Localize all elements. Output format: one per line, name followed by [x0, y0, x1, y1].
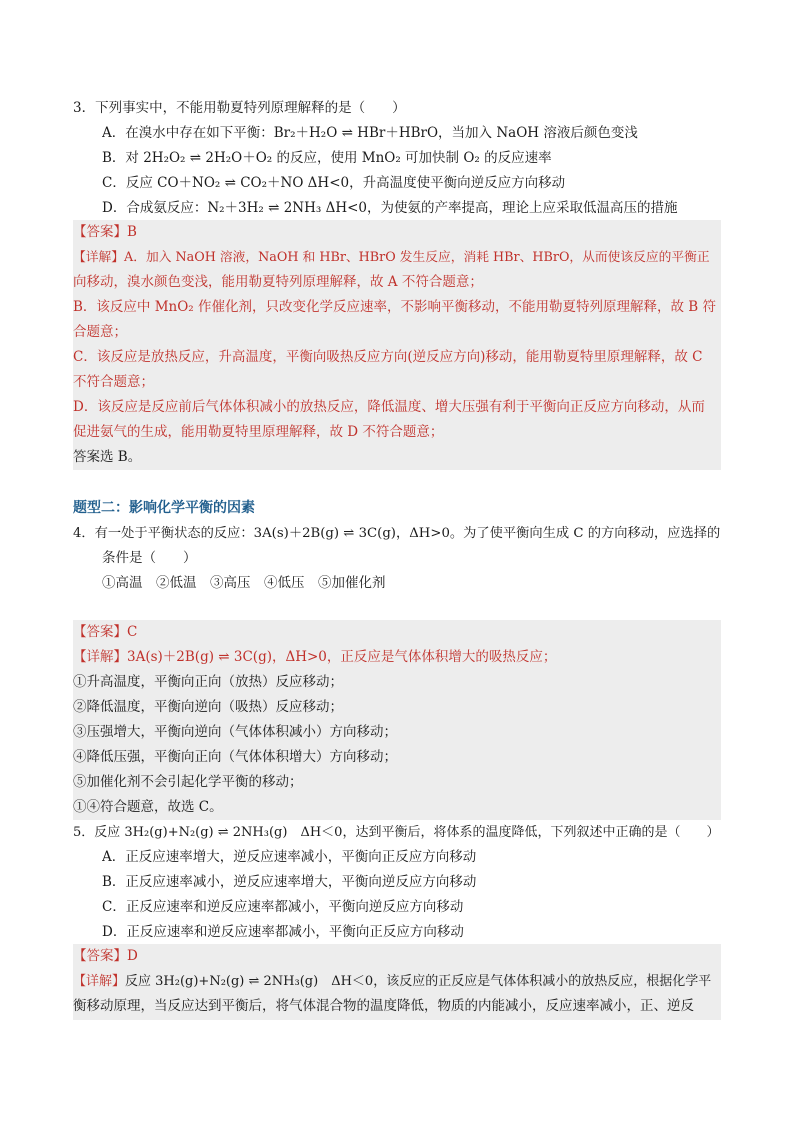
- q3-option-b: B．对 2H₂O₂ ⇌ 2H₂O＋O₂ 的反应，使用 MnO₂ 可加快制 O₂ 的反应速率: [102, 150, 552, 166]
- q5-answer: D: [127, 948, 138, 964]
- answer-tag: 【答案】: [73, 624, 127, 640]
- q4-detail-line-5: ④降低压强，平衡向正向（气体体积增大）方向移动；: [73, 749, 397, 765]
- q4-detail-line-6: ⑤加催化剂不会引起化学平衡的移动；: [73, 774, 303, 790]
- q3-detail-line-3: B．该反应中 MnO₂ 作催化剂，只改变化学反应速率，不影响平衡移动，不能用勒夏特列原理解释，故 B 符: [73, 299, 717, 315]
- q5-detail-line-2: 衡移动原理，当反应达到平衡后，将气体混合物的温度降低，物质的内能减小，反应速率减小，正、逆反: [73, 998, 694, 1014]
- q4-detail-line-2: ①升高温度，平衡向正向（放热）反应移动；: [73, 674, 343, 690]
- q4-answer-line: [73, 620, 721, 645]
- q4-detail-line-7: ①④符合题意，故选 C。: [73, 799, 223, 815]
- q3-option-d: D．合成氨反应：N₂＋3H₂ ⇌ 2NH₃ ΔH<0，为使氨的产率提高，理论上应采取低温高压的措施: [102, 200, 678, 216]
- q3-detail-line-6: 不符合题意；: [73, 374, 154, 390]
- q4-stem-line-1: 4．有一处于平衡状态的反应：3A(s)＋2B(g) ⇌ 3C(g)，ΔH>0。为了使平衡向生成 C 的方向移动，应选择的: [73, 526, 721, 541]
- q3-detail-line-5: C．该反应是放热反应，升高温度，平衡向吸热反应方向(逆反应方向)移动，能用勒夏特里原理解释，故 C: [73, 349, 703, 365]
- detail-text: A．加入 NaOH 溶液，NaOH 和 HBr、HBrO 发生反应，消耗 HBr、HBrO，从而使该反应的平衡正: [124, 250, 710, 265]
- q3-stem: 3．下列事实中，不能用勒夏特列原理解释的是（ ）: [73, 100, 406, 116]
- q3-detail-line-2: 向移动，溴水颜色变浅，能用勒夏特列原理解释，故 A 不符合题意；: [73, 274, 483, 290]
- q3-detail-line-8: 促进氨气的生成，能用勒夏特里原理解释，故 D 不符合题意；: [73, 424, 444, 440]
- q5-answer-block: [73, 944, 721, 1020]
- detail-tag: 【详解】: [73, 974, 126, 989]
- section-heading: 题型二：影响化学平衡的因素: [73, 500, 255, 516]
- q3-conclusion: 答案选 B。: [73, 449, 142, 465]
- q4-conditions: ①高温 ②低温 ③高压 ④低压 ⑤加催化剂: [102, 575, 386, 591]
- q3-option-c: C．反应 CO＋NO₂ ⇌ CO₂＋NO ΔH<0，升高温度使平衡向逆反应方向移动: [102, 175, 566, 191]
- detail-text: 反应 3H₂(g)+N₂(g) ⇌ 2NH₃(g) ΔH＜0，该反应的正反应是气体体积减小的放热反应，根据化学平: [125, 974, 712, 989]
- q5-option-d: D．正反应速率和逆反应速率都减小，平衡向正反应方向移动: [102, 924, 464, 940]
- q3-answer-line: [73, 220, 721, 245]
- answer-tag: 【答案】: [73, 224, 127, 240]
- q5-option-a: A．正反应速率增大，逆反应速率减小，平衡向正反应方向移动: [102, 849, 477, 865]
- detail-tag: 【详解】: [73, 250, 124, 265]
- q5-option-b: B．正反应速率减小，逆反应速率增大，平衡向逆反应方向移动: [102, 874, 477, 890]
- q3-answer: B: [127, 224, 137, 240]
- q5-stem: 5．反应 3H₂(g)+N₂(g) ⇌ 2NH₃(g) ΔH＜0，达到平衡后，将体系的温度降低，下列叙述中正确的是（ ）: [73, 825, 720, 840]
- detail-text: 3A(s)＋2B(g) ⇌ 3C(g)，ΔH>0，正反应是气体体积增大的吸热反应；: [127, 649, 557, 665]
- q3-option-a: A．在溴水中存在如下平衡：Br₂＋H₂O ⇌ HBr＋HBrO，当加入 NaOH 溶液后颜色变浅: [102, 125, 638, 141]
- q3-detail-line-7: D．该反应是反应前后气体体积减小的放热反应，降低温度、增大压强有利于平衡向正反应方向移动，从而: [73, 399, 705, 415]
- q4-detail-line-4: ③压强增大，平衡向逆向（气体体积减小）方向移动；: [73, 724, 397, 740]
- q5-option-c: C．正反应速率和逆反应速率都减小，平衡向逆反应方向移动: [102, 899, 464, 915]
- q4-stem-line-2: 条件是（ ）: [102, 550, 197, 566]
- q4-answer: C: [127, 624, 138, 640]
- q3-detail-line-4: 合题意；: [73, 324, 127, 340]
- q5-answer-line: [73, 944, 721, 969]
- q4-detail-line-3: ②降低温度，平衡向逆向（吸热）反应移动；: [73, 699, 343, 715]
- q5-detail-line-1: [73, 969, 721, 994]
- q4-answer-block: [73, 620, 721, 820]
- detail-tag: 【详解】: [73, 649, 127, 665]
- q4-detail-line-1: [73, 645, 721, 670]
- answer-tag: 【答案】: [73, 948, 127, 964]
- q3-answer-block: [73, 220, 721, 470]
- q3-detail-line-1: [73, 245, 721, 270]
